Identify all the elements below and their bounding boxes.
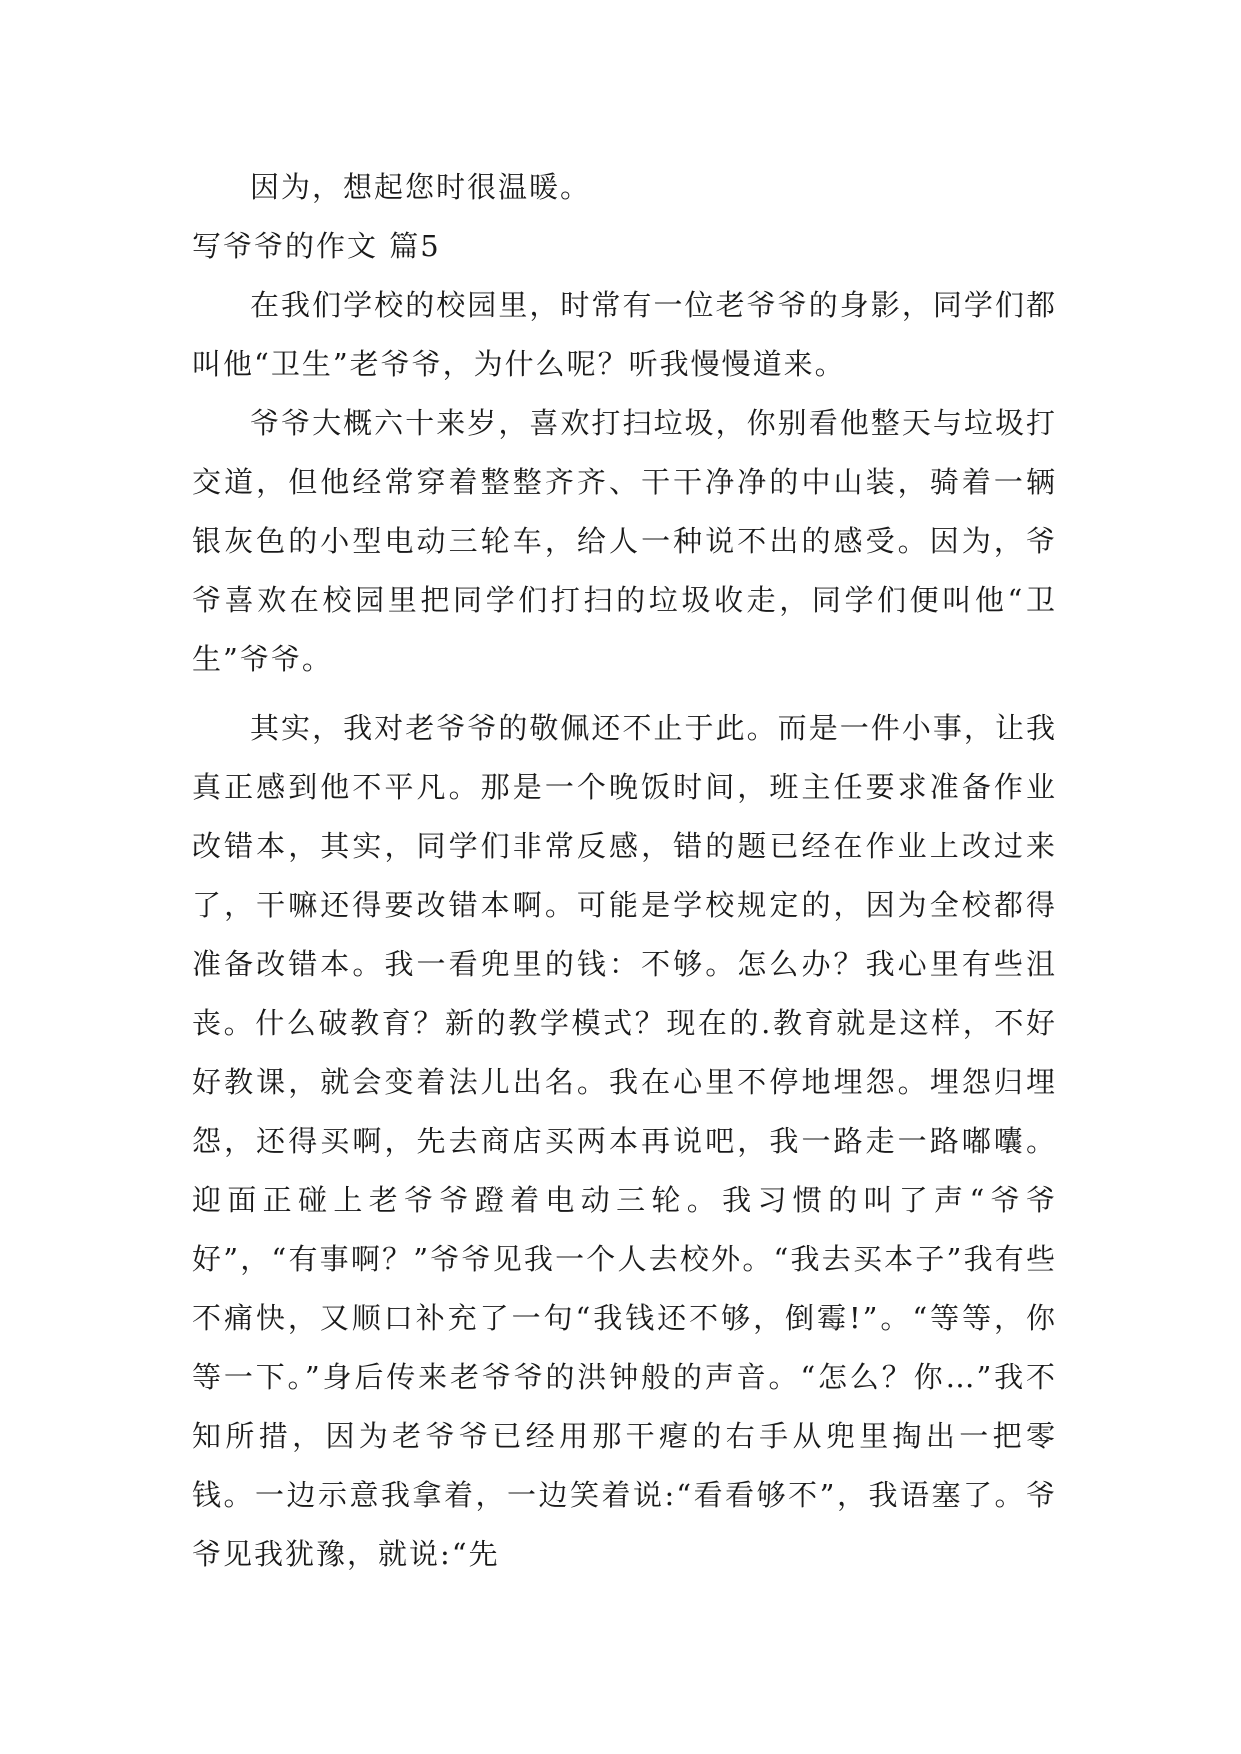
paragraph-2: 爷爷大概六十来岁，喜欢打扫垃圾，你别看他整天与垃圾打交道，但他经常穿着整整齐齐、干干净净的中山装，骑着一辆银灰色的小型电动三轮车，给人一种说不出的感受。因为，爷爷喜欢在校园里把同学们打扫的垃圾收走，同学们便叫他“卫生”爷爷。 bbox=[192, 406, 1057, 676]
paragraph-1: 在我们学校的校园里，时常有一位老爷爷的身影，同学们都叫他“卫生”老爷爷，为什么呢？听我慢慢道来。 bbox=[192, 288, 1057, 381]
document-body bbox=[192, 158, 1057, 1584]
paragraph-3: 其实，我对老爷爷的敬佩还不止于此。而是一件小事，让我真正感到他不平凡。那是一个晚饭时间，班主任要求准备作业改错本，其实，同学们非常反感，错的题已经在作业上改过来了，干嘛还得要改错本啊。可能是学校规定的，因为全校都得准备改错本。我一看兜里的钱：不够。怎么办？我心里有些沮丧。什么破教育？新的教学模式？现在的.教育就是这样，不好好教课，就会变着法儿出名。我在心里不停地埋怨。埋怨归埋怨，还得买啊，先去商店买两本再说吧，我一路走一路嘟囔。迎面正碰上老爷爷蹬着电动三轮。我习惯的叫了声“爷爷好”，“有事啊？”爷爷见我一个人去校外。“我去买本子”我有些不痛快，又顺口补充了一句“我钱还不够，倒霉!”。“等等，你等一下。”身后传来老爷爷的洪钟般的声音。“怎么？你…”我不知所措，因为老爷爷已经用那干瘪的右手从兜里掏出一把零钱。一边示意我拿着，一边笑着说:“看看够不”，我语塞了。爷爷见我犹豫，就说:“先 bbox=[192, 711, 1057, 1571]
lead-line: 因为，想起您时很温暖。 bbox=[250, 170, 592, 204]
section-heading: 写爷爷的作文 篇5 bbox=[192, 229, 441, 263]
